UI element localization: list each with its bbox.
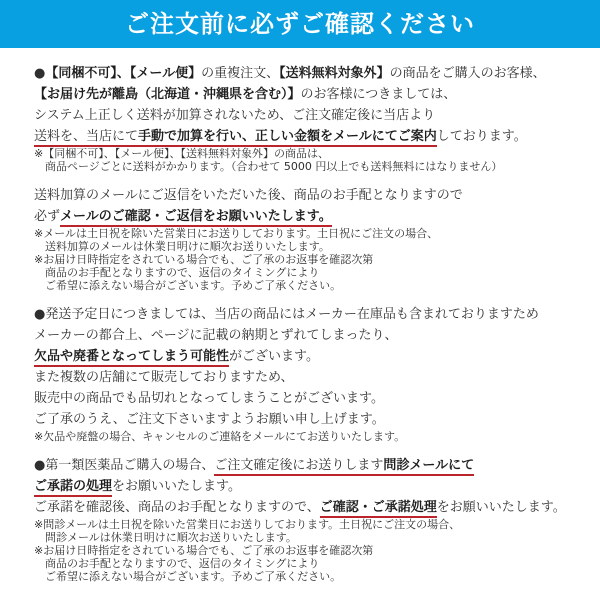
notice-text-segment: また複数の店舗にて販売しておりますため、: [34, 370, 294, 385]
notice-text-segment: ●第一類医薬品ご購入の場合、: [34, 458, 215, 473]
notice-text-segment: 商品のお手配となりますので、返信のタイミングにより: [45, 266, 320, 279]
notice-line: [34, 126, 594, 147]
notice-text-segment: 送料加算のメールは休業日明けに順次お送りいたします。: [45, 240, 330, 253]
notice-text-segment: ご注文確定後にお送りします: [214, 458, 383, 476]
notice-text-segment: しております。: [436, 129, 527, 144]
notice-line: [34, 253, 594, 266]
notice-line: [34, 63, 594, 84]
mail-reply-notice: [34, 185, 594, 292]
notice-text-segment: ●: [34, 66, 46, 81]
notice-text-segment: ご確認・ご承諾処理: [320, 500, 437, 518]
notice-text-segment: ご希望に添えない場合がございます。予めご了承ください。: [45, 570, 342, 583]
page-title: ご注文前に必ずご確認ください: [125, 10, 475, 38]
notice-line: [34, 227, 594, 240]
notice-line: [34, 409, 594, 430]
notice-line: [34, 531, 594, 544]
notice-line: [34, 160, 594, 173]
notice-text-segment: 販売中の商品でも品切れとなってしまうことがございます。: [34, 391, 384, 406]
notice-line: [34, 455, 594, 476]
notice-text-segment: 送料を、当店にて: [34, 129, 138, 147]
notice-text-segment: のお客様につきましては、: [300, 87, 457, 102]
notice-text-segment: をお願いいたします。: [436, 500, 566, 515]
shipping-surcharge-notice: [34, 63, 594, 173]
notice-text-segment: システム上正しく送料が加算されないため、ご注文確定後に当店より: [34, 108, 436, 123]
notice-line: [34, 476, 594, 497]
notice-text-segment: ※お届け日時指定をされている場合でも、ご了承のお返事を確認次第: [34, 544, 374, 557]
notice-line: [34, 185, 594, 206]
notice-line: [34, 325, 594, 346]
notice-text-segment: 送料加算のメールにご返信をいただいた後、商品のお手配となりますので: [34, 188, 463, 203]
notice-line: [34, 570, 594, 583]
notice-text-segment: 商品のお手配となりますので、返信のタイミングにより: [45, 557, 320, 570]
notice-text-segment: 【同梱不可】、【メール便】: [45, 66, 202, 81]
notice-line: [34, 497, 594, 518]
notice-text-segment: をお願いいたします。: [112, 479, 241, 494]
notice-text-segment: 商品ページごとに送料がかかります。（合わせて 5000 円以上でも送料無料にはなりません）: [45, 160, 503, 173]
notice-text-segment: ※【同梱不可】、【メール便】、【送料無料対象外】の商品は、: [34, 147, 329, 160]
notice-text-segment: ご了承のうえ、ご注文下さいますようお願い申し上げます。: [34, 412, 385, 427]
notice-text-segment: の商品をご購入のお客様、: [389, 66, 546, 81]
notice-text-segment: 問診メールは休業日明けに順次お送りいたします。: [45, 531, 297, 544]
notice-text-segment: ※お届け日時指定をされている場合でも、ご了承のお返事を確認次第: [34, 253, 374, 266]
notice-body: [0, 48, 600, 583]
notice-text-segment: ●発送予定日につきましては、当店の商品にはメーカー在庫品も含まれておりますため: [34, 307, 539, 322]
notice-line: [34, 105, 594, 126]
notice-text-segment: がございます。: [229, 349, 319, 364]
notice-line: [34, 147, 594, 160]
notice-line: [34, 206, 594, 227]
notice-text-segment: ご承諾を確認後、商品のお手配となりますので、: [34, 500, 320, 515]
notice-line: [34, 279, 594, 292]
notice-line: [34, 240, 594, 253]
notice-text-segment: 【お届け先が離島（北海道・沖縄県を含む）】: [34, 87, 301, 102]
notice-text-segment: ※メールは土日祝を除いた営業日にお送りしております。土日祝にご注文の場合、: [34, 227, 439, 240]
notice-text-segment: メーカーの都合上、ページに記載の納期とずれてしまったり、: [34, 328, 398, 343]
notice-text-segment: 欠品や廃番となってしまう可能性: [34, 349, 229, 367]
notice-text-segment: ご希望に添えない場合がございます。予めご了承ください。: [45, 279, 342, 292]
notice-line: [34, 518, 594, 531]
notice-line: [34, 84, 594, 105]
notice-line: [34, 557, 594, 570]
notice-text-segment: 問診メールにて: [383, 458, 474, 476]
class1-drug-notice: [34, 455, 594, 583]
notice-line: [34, 304, 594, 325]
notice-text-segment: ご承諾の処理: [34, 479, 112, 497]
notice-text-segment: メールのご確認・ご返信をお願いいたします。: [60, 209, 332, 227]
notice-text-segment: 手動で加算を行い、正しい金額をメールにてご案内: [138, 129, 437, 147]
notice-text-segment: 必ず: [34, 209, 61, 224]
notice-line: [34, 266, 594, 279]
shipping-date-notice: [34, 304, 594, 443]
notice-line: [34, 367, 594, 388]
notice-line: [34, 544, 594, 557]
notice-header: [0, 0, 600, 48]
notice-line: [34, 430, 594, 443]
notice-line: [34, 388, 594, 409]
notice-text-segment: の重複注文、: [201, 66, 280, 81]
notice-line: [34, 346, 594, 367]
notice-text-segment: 【送料無料対象外】: [279, 66, 390, 81]
notice-text-segment: ※欠品や廃盤の場合、キャンセルのご連絡をメールにてお送りいたします。: [34, 430, 406, 443]
notice-text-segment: ※問診メールは土日祝を除いた営業日にお送りしております。土日祝にご注文の場合、: [34, 518, 461, 531]
